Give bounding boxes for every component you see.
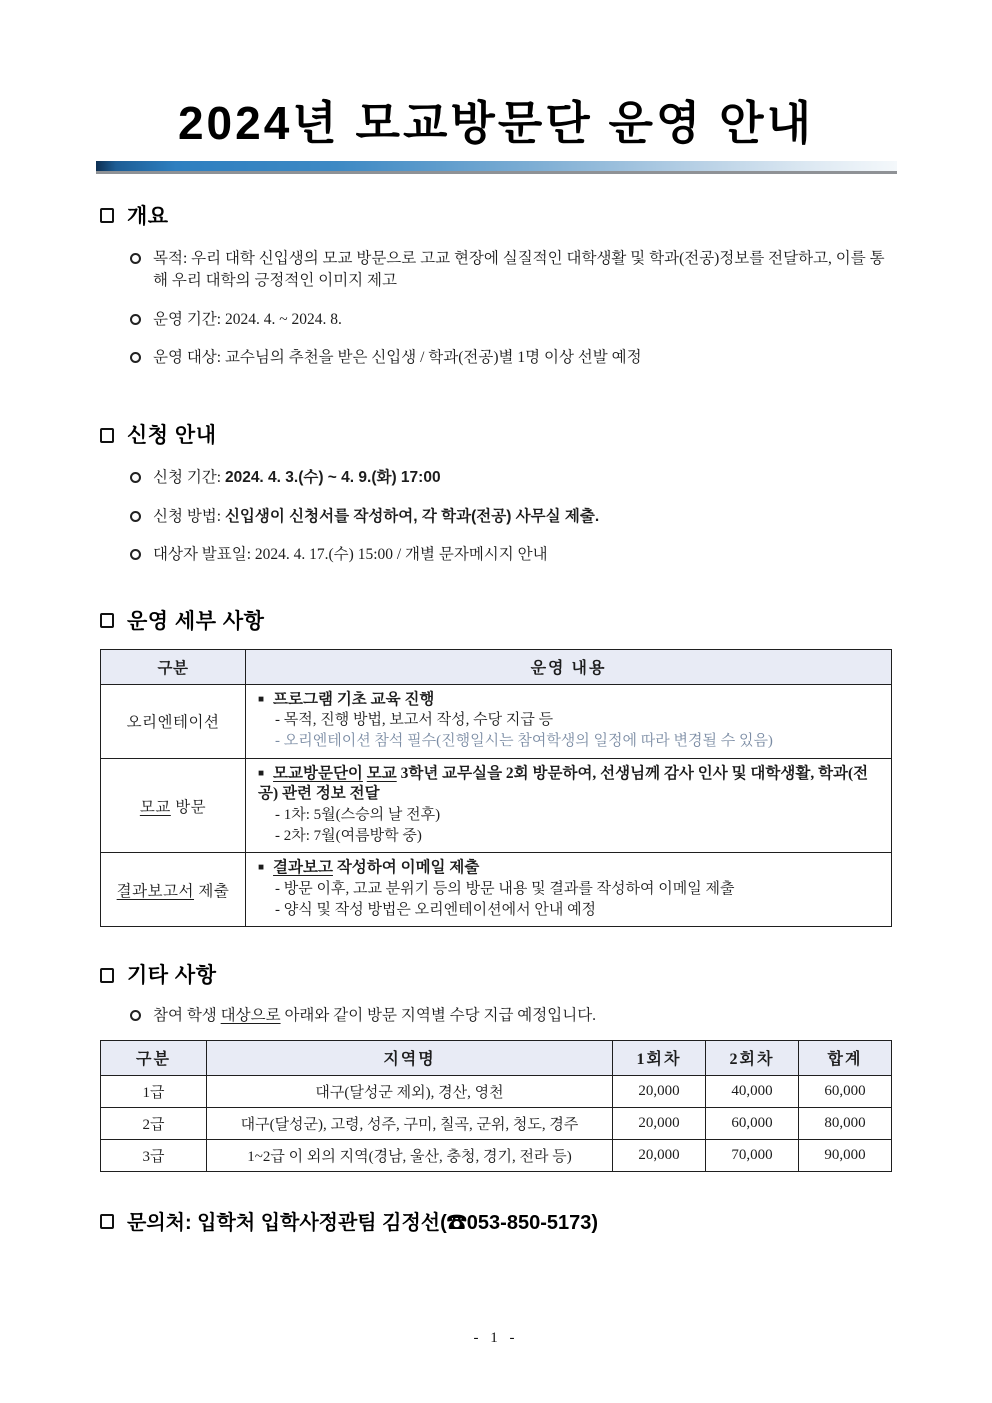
details-row-content bbox=[246, 758, 892, 853]
apply-item-label: 신청 방법: bbox=[153, 507, 225, 525]
allowance-col-round1: 1회차 bbox=[613, 1040, 706, 1075]
section-heading-etc bbox=[100, 959, 892, 989]
title-gradient-bar bbox=[96, 161, 897, 174]
checkbox-bullet-icon bbox=[100, 968, 114, 983]
allowance-table bbox=[100, 1040, 892, 1172]
total-cell: 90,000 bbox=[799, 1139, 892, 1171]
details-row-category: 오리엔테이션 bbox=[101, 684, 246, 758]
square-bullet-icon: ■ bbox=[258, 693, 265, 705]
content-sub-line: - 2차: 7월(여름방학 중) bbox=[275, 827, 422, 844]
grade-cell: 2급 bbox=[101, 1107, 207, 1139]
allowance-table-header-row bbox=[101, 1040, 892, 1075]
details-col-content: 운영 내용 bbox=[246, 649, 892, 684]
content-head-text: 결과보고 작성하여 이메일 제출 bbox=[273, 859, 480, 877]
document-body bbox=[0, 200, 992, 1235]
checkbox-bullet-icon bbox=[100, 208, 114, 223]
circle-bullet-icon bbox=[130, 314, 141, 325]
grade-cell: 1급 bbox=[101, 1075, 207, 1107]
page-title: 2024년 모교방문단 운영 안내 bbox=[177, 97, 815, 149]
section-heading-label: 기타 사항 bbox=[127, 964, 217, 988]
apply-item-period bbox=[100, 467, 892, 489]
round2-cell: 60,000 bbox=[706, 1107, 799, 1139]
etc-intro-text: 참여 학생 대상으로 아래와 같이 방문 지역별 수당 지급 예정입니다. bbox=[153, 1007, 597, 1025]
allowance-col-region: 지역명 bbox=[207, 1040, 613, 1075]
table-row bbox=[101, 684, 892, 758]
table-row bbox=[101, 1139, 892, 1171]
round2-cell: 40,000 bbox=[706, 1075, 799, 1107]
table-row bbox=[101, 758, 892, 853]
details-row-content bbox=[246, 853, 892, 927]
circle-bullet-icon bbox=[130, 511, 141, 522]
content-sub-line: - 양식 및 작성 방법은 오리엔테이션에서 안내 예정 bbox=[275, 901, 597, 918]
allowance-col-grade: 구분 bbox=[101, 1040, 207, 1075]
apply-item-text bbox=[153, 467, 892, 489]
allowance-col-total: 합계 bbox=[799, 1040, 892, 1075]
total-cell: 60,000 bbox=[799, 1075, 892, 1107]
apply-item-method bbox=[100, 506, 892, 528]
content-head-line bbox=[258, 764, 879, 805]
table-row bbox=[101, 853, 892, 927]
content-head-text: 프로그램 기초 교육 진행 bbox=[273, 690, 435, 708]
region-cell: 대구(달성군 제외), 경산, 영천 bbox=[207, 1075, 613, 1107]
region-cell: 1~2급 이 외의 지역(경남, 울산, 충청, 경기, 전라 등) bbox=[207, 1139, 613, 1171]
circle-bullet-icon bbox=[130, 472, 141, 483]
table-row bbox=[101, 1107, 892, 1139]
overview-item-purpose bbox=[100, 248, 892, 293]
section-heading-label: 신청 안내 bbox=[127, 424, 217, 448]
circle-bullet-icon bbox=[130, 352, 141, 363]
apply-item-text bbox=[153, 544, 892, 566]
overview-item-target bbox=[100, 347, 892, 369]
details-col-category: 구분 bbox=[101, 649, 246, 684]
apply-item-bold: 2024. 4. 3.(수) ~ 4. 9.(화) 17:00 bbox=[224, 469, 441, 487]
content-sub-line-note: - 오리엔테이션 참석 필수(진행일시는 참여학생의 일정에 따라 변경될 수 있음) bbox=[275, 733, 773, 750]
circle-bullet-icon bbox=[130, 549, 141, 560]
apply-item-label: 신청 기간: bbox=[153, 469, 225, 487]
round1-cell: 20,000 bbox=[613, 1107, 706, 1139]
etc-intro-item bbox=[100, 1005, 892, 1027]
overview-item-text: 운영 대상: 교수님의 추천을 받은 신입생 / 학과(전공)별 1명 이상 선발 예정 bbox=[153, 349, 642, 366]
section-heading-label: 개요 bbox=[127, 204, 169, 228]
checkbox-bullet-icon bbox=[100, 613, 114, 628]
details-row-content bbox=[246, 684, 892, 758]
contact-text: 문의처: 입학처 입학사정관팀 김정선(☎053-850-5173) bbox=[127, 1211, 599, 1234]
section-heading-label: 운영 세부 사항 bbox=[127, 609, 265, 633]
allowance-col-round2: 2회차 bbox=[706, 1040, 799, 1075]
checkbox-bullet-icon bbox=[100, 1214, 114, 1229]
square-bullet-icon: ■ bbox=[258, 767, 265, 779]
overview-item-text: 목적: 우리 대학 신입생의 모교 방문으로 고교 현장에 실질적인 대학생활 및 학과(전공)정보를 전달하고, 이를 통해 우리 대학의 긍정적인 이미지 제고 bbox=[153, 249, 885, 290]
total-cell: 80,000 bbox=[799, 1107, 892, 1139]
content-head-line bbox=[258, 858, 879, 878]
section-heading-overview bbox=[100, 200, 892, 230]
circle-bullet-icon bbox=[130, 253, 141, 264]
overview-item-text: 운영 기간: 2024. 4. ~ 2024. 8. bbox=[153, 310, 342, 328]
overview-item-period bbox=[100, 309, 892, 331]
apply-item-label: 대상자 발표일: 2024. 4. 17.(수) 15:00 / 개별 문자메시지 안내 bbox=[153, 546, 548, 564]
content-head-line bbox=[258, 690, 879, 710]
checkbox-bullet-icon bbox=[100, 428, 114, 443]
content-sub-line: - 1차: 5월(스승의 날 전후) bbox=[275, 806, 441, 823]
apply-item-text bbox=[153, 506, 892, 528]
details-table bbox=[100, 649, 892, 928]
region-cell: 대구(달성군), 고령, 성주, 구미, 칠곡, 군위, 청도, 경주 bbox=[207, 1107, 613, 1139]
details-table-header-row bbox=[101, 649, 892, 684]
circle-bullet-icon bbox=[130, 1010, 141, 1021]
section-heading-details bbox=[100, 605, 892, 635]
table-row bbox=[101, 1075, 892, 1107]
content-head-text: 모교방문단이 모교 3학년 교무실을 2회 방문하여, 선생님께 감사 인사 및 대학생활, 학과(전공) 관련 정보 전달 bbox=[258, 764, 869, 803]
content-sub-line: - 방문 이후, 고교 분위기 등의 방문 내용 및 결과를 작성하여 이메일 제출 bbox=[275, 880, 735, 897]
round2-cell: 70,000 bbox=[706, 1139, 799, 1171]
round1-cell: 20,000 bbox=[613, 1075, 706, 1107]
apply-item-announce bbox=[100, 544, 892, 566]
content-sub-line: - 목적, 진행 방법, 보고서 작성, 수당 지급 등 bbox=[275, 712, 554, 729]
grade-cell: 3급 bbox=[101, 1139, 207, 1171]
apply-item-bold: 신입생이 신청서를 작성하여, 각 학과(전공) 사무실 제출. bbox=[224, 507, 600, 525]
details-row-category: 모교 방문 bbox=[101, 758, 246, 853]
page-number: - 1 - bbox=[473, 1330, 519, 1346]
contact-line bbox=[100, 1206, 892, 1235]
round1-cell: 20,000 bbox=[613, 1139, 706, 1171]
section-heading-apply bbox=[100, 419, 892, 449]
square-bullet-icon: ■ bbox=[258, 862, 265, 874]
details-row-category: 결과보고서 제출 bbox=[101, 853, 246, 927]
